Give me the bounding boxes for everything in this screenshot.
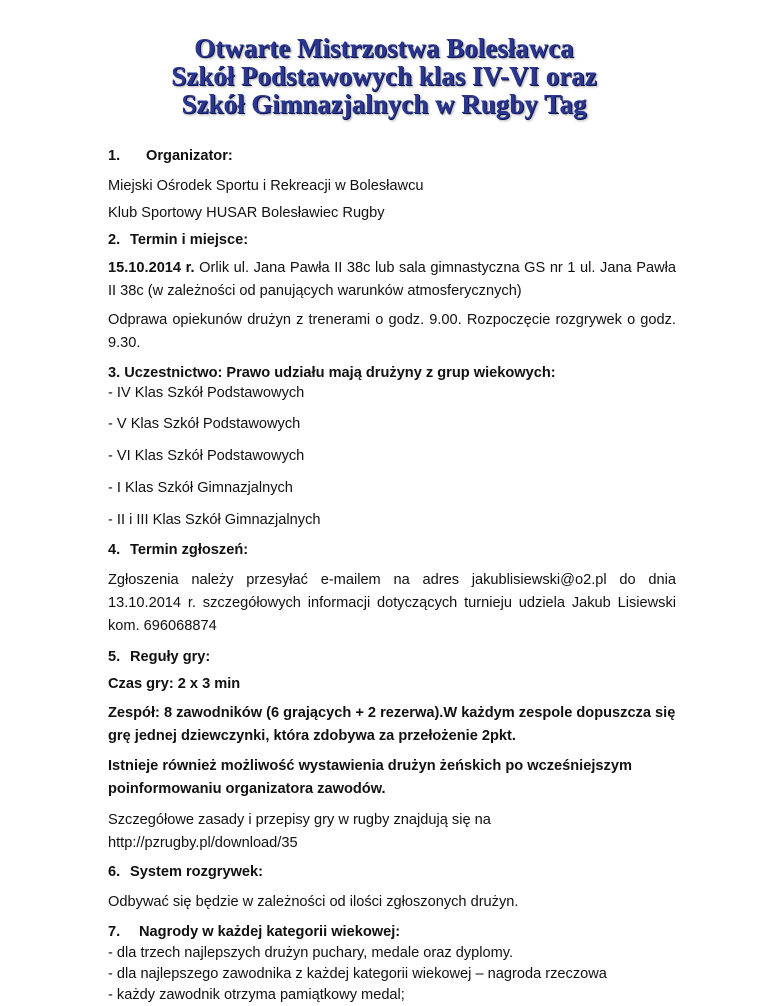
section-1-heading: 1. Organizator: [108, 148, 233, 164]
rules-link-paragraph: Szczegółowe zasady i przepisy gry w rugby znajdują się na http://pzrugby.pl/download/35 [108, 812, 491, 851]
team-rules: Zespół: 8 zawodników (6 grających + 2 rezerwa).W każdym zespole dopuszcza się grę jednej dziewczynki, która zdobywa za przełożenie 2pkt. [108, 705, 676, 744]
section-4-heading: 4. Termin zgłoszeń: [108, 542, 249, 558]
section-2-heading: 2. Termin i miejsce: [108, 232, 249, 248]
age-group-item: - IV Klas Szkół Podstawowych [108, 385, 305, 401]
date-place-paragraph: 15.10.2014 r. Orlik ul. Jana Pawła II 38c lub sala gimnastyczna GS nr 1 ul. Jana Pawła II 38c (w zależności od panujących warunków atmosferycznych) [108, 260, 676, 299]
age-group-item: - II i III Klas Szkół Gimnazjalnych [108, 512, 321, 528]
title-line: Szkół Gimnazjalnych w Rugby Tag [181, 89, 587, 119]
document-title [0, 34, 768, 118]
prize-item: - dla najlepszego zawodnika z każdej kategorii wiekowej – nagroda rzeczowa [108, 966, 607, 982]
age-group-item: - VI Klas Szkół Podstawowych [108, 448, 305, 464]
age-group-item: - V Klas Szkół Podstawowych [108, 416, 301, 432]
title-line: Otwarte Mistrzostwa Bolesławca [194, 33, 574, 63]
game-time: Czas gry: 2 x 3 min [108, 676, 241, 692]
briefing-paragraph: Odprawa opiekunów drużyn z trenerami o godz. 9.00. Rozpoczęcie rozgrywek o godz. 9.30. [108, 312, 676, 351]
section-7-heading: 7. Nagrody w każdej kategorii wiekowej: [108, 924, 401, 940]
prize-item: - dla trzech najlepszych drużyn puchary, medale oraz dyplomy. [108, 945, 514, 961]
age-group-item: - I Klas Szkół Gimnazjalnych [108, 480, 293, 496]
organizer-line: Klub Sportowy HUSAR Bolesławiec Rugby [108, 205, 385, 221]
section-6-heading: 6. System rozgrywek: [108, 864, 264, 880]
title-line: Szkół Podstawowych klas IV-VI oraz [171, 61, 597, 91]
prizes-list [108, 943, 708, 1006]
system-text: Odbywać się będzie w zależności od ilości zgłoszonych drużyn. [108, 894, 519, 910]
section-5-heading: 5. Reguły gry: [108, 649, 211, 665]
registration-paragraph: Zgłoszenia należy przesyłać e-mailem na adres jakublisiewski@o2.pl do dnia 13.10.2014 r. szczegółowych informacji dotyczących turnieju udziela Jakub Lisiewski kom. 696068874 [108, 572, 676, 634]
organizer-line: Miejski Ośrodek Sportu i Rekreacji w Bolesławcu [108, 178, 424, 194]
section-3-heading: 3. Uczestnictwo: Prawo udziału mają drużyny z grup wiekowych: [108, 365, 556, 381]
women-teams-note: Istnieje również możliwość wystawienia drużyn żeńskich po wcześniejszym poinformowaniu organizatora zawodów. [108, 758, 632, 797]
prize-item: - każdy zawodnik otrzyma pamiątkowy medal; [108, 987, 405, 1003]
